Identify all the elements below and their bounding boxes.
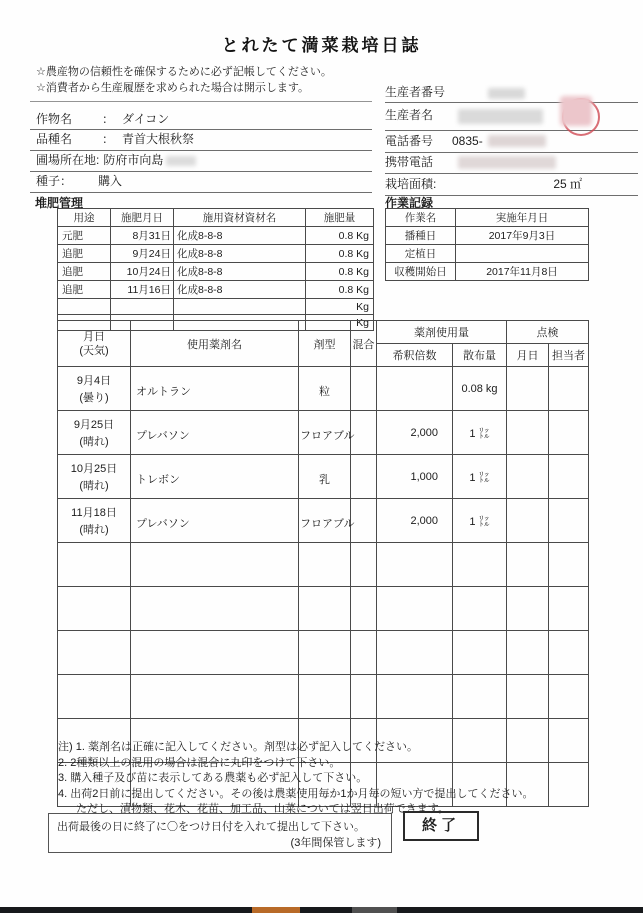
producer-info-block [385,84,638,196]
pesticide-amount-cell: 1 ㍑ [453,411,507,455]
pesticide-form-cell: 乳 [299,455,351,499]
pesticide-amount-cell [453,675,507,719]
mobile-row [385,153,638,174]
fertilizer-amount-cell: 0.8 Kg [306,281,374,299]
pesticide-form-cell [299,543,351,587]
pesticide-row [58,587,589,631]
pesticide-chemical-cell [131,675,299,719]
variety-row [30,130,372,151]
work-record-section-title: 作業記録 [385,196,434,210]
fertilizer-date-cell: 9月24日 [111,245,174,263]
seed-label: 種子： [36,174,73,188]
page-title: とれたて満菜栽培日誌 [221,36,422,55]
fertilizer-use-cell: 追肥 [58,263,111,281]
mobile-label: 携帯電話 [385,155,434,169]
pesticide-mix-cell [351,675,377,719]
pesticide-row [58,455,589,499]
producer-number-row [385,84,638,103]
phone-row [385,131,638,153]
fertilizer-material-cell: 化成8-8-8 [174,227,306,245]
pesticide-check-date-cell [507,367,549,411]
pesticide-check-date-cell [507,587,549,631]
pesticide-dilution-cell: 1,000 [377,455,453,499]
pesticide-header-chemical: 使用薬剤名 [131,321,299,367]
pesticide-check-date-cell [507,455,549,499]
fertilizer-row [58,263,374,281]
phone-value-prefix: 0835- [452,134,483,148]
pesticide-check-date-cell [507,499,549,543]
fertilizer-date-cell [111,299,174,315]
pesticide-date-cell [58,543,131,587]
pesticide-check-staff-cell [549,631,589,675]
pesticide-check-staff-cell [549,675,589,719]
pesticide-amount-cell: 0.08 kg [453,367,507,411]
pesticide-chemical-cell [131,631,299,675]
redacted-field-location [166,156,196,166]
producer-name-label: 生産者名 [385,108,434,122]
seed-row [30,172,372,193]
fertilizer-header-row [58,209,374,227]
work-record-row [386,263,589,281]
work-record-date-cell [456,245,589,263]
redacted-producer-name [458,109,543,124]
pesticide-form-cell [299,675,351,719]
redacted-mobile-number [458,156,556,169]
work-record-table [385,208,589,281]
pesticide-amount-cell [453,543,507,587]
pesticide-row [58,675,589,719]
pesticide-header-form: 剤型 [299,321,351,367]
fertilizer-amount-cell: Kg [306,299,374,315]
footnote-line: 2. 2種類以上の混用の場合は混合に丸印をつけて下さい。 [58,756,341,769]
pesticide-date-text: 9月25日 [73,419,115,431]
pesticide-date-text: 9月4日 [76,375,112,387]
pesticide-dilution-cell [377,543,453,587]
fertilizer-material-cell: 化成8-8-8 [174,263,306,281]
redacted-phone-number [488,135,546,147]
pesticide-date-cell [58,587,131,631]
footnotes [36,740,616,818]
pesticide-usage-table [57,320,589,807]
pesticide-mix-cell [351,543,377,587]
red-hanko-stamp [562,98,600,136]
pesticide-check-date-cell [507,543,549,587]
work-record-name-cell: 定植日 [386,245,456,263]
work-record-name-cell: 収穫開始日 [386,263,456,281]
fertilizer-row [58,227,374,245]
work-record-row [386,245,589,263]
producer-name-row [385,103,638,131]
pesticide-date-cell [58,499,131,543]
footnote-line: 4. 出荷2日前に提出してください。その後は農薬使用毎か1か月毎の短い方で提出してください。 [58,787,534,800]
fertilizer-date-cell: 11月16日 [111,281,174,299]
pesticide-check-staff-cell [549,499,589,543]
crop-name-label: 作物名 [36,112,73,126]
pesticide-check-staff-cell [549,543,589,587]
fertilizer-amount-cell: 0.8 Kg [306,245,374,263]
fertilizer-use-cell: 元肥 [58,227,111,245]
pesticide-amount-cell [453,631,507,675]
redacted-producer-number [488,88,525,99]
fertilizer-header-amount: 施肥量 [306,209,374,227]
work-record-date-cell: 2017年11月8日 [456,263,589,281]
fertilizer-row [58,299,374,315]
fertilizer-date-cell: 10月24日 [111,263,174,281]
pesticide-mix-cell [351,455,377,499]
field-location-value: 防府市向島 [103,153,164,167]
pesticide-row [58,499,589,543]
fertilizer-use-cell: 追肥 [58,281,111,299]
submission-instruction-line2: (3年間保管します) [290,837,381,849]
end-label-box: 終了 [403,811,479,841]
stamp-ink-blob [560,96,592,126]
bottom-edge-bar [0,907,643,913]
pesticide-date-cell [58,367,131,411]
pesticide-row [58,367,589,411]
crop-name-row [30,102,372,130]
pesticide-header-weather-line2: (天気) [79,344,109,357]
fertilizer-date-cell: 8月31日 [111,227,174,245]
pesticide-weather-text: (晴れ) [79,436,109,448]
pesticide-header-date [58,321,131,367]
intro-note-line-2: ☆消費者から生産履歴を求められた場合は開示します。 [36,82,309,94]
variety-value: 青首大根秋祭 [122,132,195,146]
fertilizer-section-title: 堆肥管理 [35,196,84,210]
field-location-row [30,151,372,172]
pesticide-check-date-cell [507,631,549,675]
pesticide-check-date-cell [507,411,549,455]
pesticide-dilution-cell [377,587,453,631]
pesticide-weather-text: (曇り) [79,392,109,404]
footnote-line: ただし、漬物類、花木、花苗、加工品、山菜については翌日出荷できます。 [76,803,449,815]
crop-name-value: ダイコン [122,112,170,126]
pesticide-date-cell [58,411,131,455]
work-record-header-row [386,209,589,227]
pesticide-dilution-cell [377,631,453,675]
pesticide-chemical-cell: プレバソン [131,411,299,455]
pesticide-chemical-cell: オルトラン [131,367,299,411]
fertilizer-table [57,208,374,331]
pesticide-header-row-1 [58,321,589,344]
fertilizer-header-date: 施肥月日 [111,209,174,227]
fertilizer-amount-cell: 0.8 Kg [306,263,374,281]
pesticide-weather-text: (晴れ) [79,524,109,536]
pesticide-form-cell [299,631,351,675]
pesticide-chemical-cell: トレボン [131,455,299,499]
fertilizer-amount-cell: Kg [306,315,374,331]
pesticide-amount-cell: 1 ㍑ [453,455,507,499]
pesticide-check-staff-cell [549,411,589,455]
pesticide-header-check-date: 月日 [507,344,549,367]
pesticide-check-staff-cell [549,587,589,631]
work-record-row [386,227,589,245]
intro-note-line-1: ☆農産物の信頼性を確保するために必ず記帳してください。 [36,66,332,78]
producer-number-label: 生産者番号 [385,85,446,99]
pesticide-header-check-staff: 担当者 [549,344,589,367]
pesticide-dilution-cell: 2,000 [377,499,453,543]
pesticide-dilution-cell [377,367,453,411]
seed-value: 購入 [98,174,123,188]
fertilizer-material-cell: 化成8-8-8 [174,245,306,263]
fertilizer-material-cell [174,299,306,315]
pesticide-form-cell: 粒 [299,367,351,411]
fertilizer-row [58,281,374,299]
pesticide-date-cell [58,631,131,675]
fertilizer-header-use: 用途 [58,209,111,227]
phone-label: 電話番号 [385,134,434,148]
pesticide-dilution-cell: 2,000 [377,411,453,455]
pesticide-chemical-cell [131,587,299,631]
pesticide-date-text: 10月25日 [70,463,118,475]
pesticide-row [58,411,589,455]
fertilizer-row [58,245,374,263]
pesticide-row [58,543,589,587]
field-location-label: 圃場所在地: [36,153,100,167]
pesticide-date-cell [58,675,131,719]
cultivation-area-value: 25 ㎡ [553,177,582,191]
pesticide-dilution-cell [377,675,453,719]
pesticide-header-amount: 散布量 [453,344,507,367]
pesticide-mix-cell [351,367,377,411]
work-record-header-name: 作業名 [386,209,456,227]
pesticide-mix-cell [351,631,377,675]
pesticide-form-cell [299,587,351,631]
intro-notes [36,64,332,96]
pesticide-check-staff-cell [549,367,589,411]
pesticide-date-text: 11月18日 [71,507,117,519]
pesticide-mix-cell [351,587,377,631]
variety-separator: ： [102,132,115,146]
submission-instruction-box [48,813,392,853]
fertilizer-use-cell: 追肥 [58,245,111,263]
cultivation-area-row [385,174,638,196]
pesticide-check-staff-cell [549,455,589,499]
pesticide-form-cell: フロアブル [299,499,351,543]
footnote-line: 3. 購入種子及び苗に表示してある農薬も必ず記入して下さい。 [58,772,368,784]
pesticide-amount-cell [453,587,507,631]
crop-name-separator: ： [102,112,115,126]
fertilizer-header-material: 施用資材資材名 [174,209,306,227]
pesticide-date-cell [58,455,131,499]
pesticide-header-usage-group: 薬剤使用量 [377,321,507,344]
crop-info-block [30,101,372,193]
pesticide-header-date-line1: 月日 [83,330,105,343]
footnote-line: 注) 1. 薬剤名は正確に記入してください。剤型は必ず記入してください。 [58,741,418,753]
work-record-name-cell: 播種日 [386,227,456,245]
bottom-bar-orange-segment [252,907,300,913]
pesticide-chemical-cell: プレバソン [131,499,299,543]
variety-label: 品種名 [36,132,73,146]
fertilizer-amount-cell: 0.8 Kg [306,227,374,245]
work-record-date-cell: 2017年9月3日 [456,227,589,245]
pesticide-amount-cell: 1 ㍑ [453,499,507,543]
fertilizer-use-cell [58,299,111,315]
submission-instruction-line1: 出荷最後の日に終了に〇をつけ日付を入れて提出して下さい。 [57,821,365,833]
pesticide-check-date-cell [507,675,549,719]
pesticide-form-cell: フロアブル [299,411,351,455]
pesticide-weather-text: (晴れ) [79,480,109,492]
pesticide-header-dilution: 希釈倍数 [377,344,453,367]
pesticide-row [58,631,589,675]
pesticide-header-check-group: 点検 [507,321,589,344]
work-record-header-date: 実施年月日 [456,209,589,227]
fertilizer-material-cell: 化成8-8-8 [174,281,306,299]
pesticide-chemical-cell [131,543,299,587]
cultivation-area-label: 栽培面積: [385,177,437,191]
pesticide-header-mix: 混合 [351,321,377,367]
bottom-bar-gray-segment [352,907,397,913]
